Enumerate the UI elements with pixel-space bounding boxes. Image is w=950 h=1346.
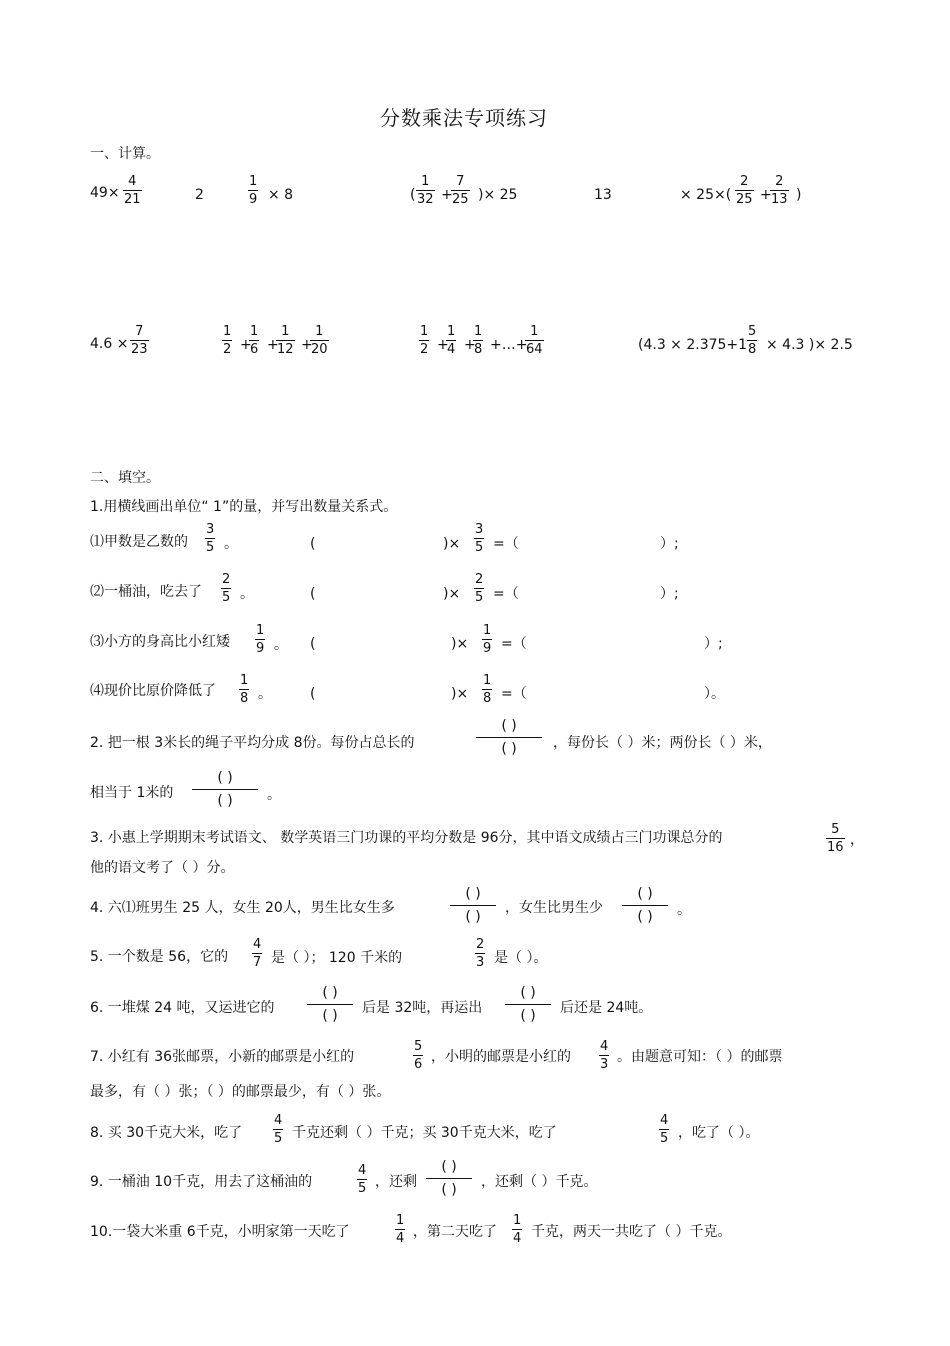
q2-text-c: 相当于 1米的 <box>90 785 174 801</box>
q6-text-b: 后是 32吨，再运出 <box>362 1000 483 1016</box>
q9-text-a: 9. 一桶油 10千克，用去了这桶油的 <box>90 1174 313 1190</box>
fraction: 4 3 <box>600 1039 609 1072</box>
left-paren: ( <box>310 636 316 652</box>
item-end: 。 <box>224 536 238 552</box>
q9-text-b: ，还剩 <box>375 1174 417 1190</box>
q10-text-c: 千克，两天一共吃了（ ）千克。 <box>531 1224 732 1240</box>
blank-fraction[interactable]: ( ) ( ) <box>450 887 496 924</box>
q2-text-a: 2. 把一根 3米长的绳子平均分成 8份。每份占总长的 <box>90 735 415 751</box>
section-heading-calc: 一、计算。 <box>90 146 160 162</box>
fraction: 5 8 <box>748 324 757 357</box>
q10-text-a: 10.一袋大米重 6千克，小明家第一天吃了 <box>90 1224 350 1240</box>
expr-text: 4.6 × <box>90 336 129 352</box>
item-label: ⑶小方的身高比小红矮 <box>90 634 230 650</box>
fraction: 1 4 <box>396 1213 405 1246</box>
fraction: 3 5 <box>475 522 484 555</box>
expr-text: + <box>240 337 252 353</box>
expr-text: + <box>441 187 453 203</box>
fraction: 5 6 <box>414 1039 423 1072</box>
expr-text: )× 25 <box>478 187 518 203</box>
close-paren: ）; <box>704 636 723 652</box>
fraction: 4 7 <box>253 937 262 970</box>
item-end: 。 <box>240 586 254 602</box>
right-paren-times: )× <box>451 686 469 702</box>
q5-text-b: 是（ ）； 120 千米的 <box>271 950 403 966</box>
close-paren: ）。 <box>704 686 725 702</box>
expr-text: 2 <box>195 187 204 203</box>
fraction: 5 16 <box>827 822 844 855</box>
fraction: 1 64 <box>526 324 543 357</box>
item-end: 。 <box>258 686 272 702</box>
fraction: 1 9 <box>483 623 492 656</box>
item-label: ⑷现价比原价降低了 <box>90 683 216 699</box>
right-paren-times: )× <box>451 636 469 652</box>
q7-text-b: ，小明的邮票是小红的 <box>431 1049 571 1065</box>
fraction: 7 25 <box>452 174 469 207</box>
fraction: 4 5 <box>358 1163 367 1196</box>
fraction: 1 20 <box>311 324 328 357</box>
fraction: 1 4 <box>513 1213 522 1246</box>
fraction: 1 32 <box>417 174 434 207</box>
expr-text: +…+ <box>490 337 528 353</box>
fraction: 4 5 <box>660 1113 669 1146</box>
q8-text-b: 千克还剩（ ）千克；买 30千克大米，吃了 <box>292 1125 557 1141</box>
q6-text-a: 6. 一堆煤 24 吨，又运进它的 <box>90 1000 275 1016</box>
fraction: 2 5 <box>475 572 484 605</box>
fraction: 1 8 <box>240 673 249 706</box>
fraction: 1 6 <box>250 324 259 357</box>
expr-text: × 25×( <box>680 187 732 203</box>
q5-text-c: 是（ ）。 <box>494 950 548 966</box>
question-1-text: 1.用横线画出单位“ 1”的量，并写出数量关系式。 <box>90 499 398 515</box>
expr-text: + <box>437 337 449 353</box>
right-paren-times: )× <box>443 586 461 602</box>
fraction: 2 25 <box>736 174 753 207</box>
expr-text: + <box>301 337 313 353</box>
expr-text: + <box>464 337 476 353</box>
blank-fraction[interactable]: ( ) ( ) <box>307 986 353 1023</box>
expr-text: (4.3 × 2.375+1 <box>638 337 748 353</box>
equals-paren: =（ <box>493 586 519 602</box>
fraction: 1 8 <box>483 673 492 706</box>
right-paren-times: )× <box>443 536 461 552</box>
blank-fraction[interactable]: ( ) ( ) <box>192 771 258 808</box>
fraction: 4 5 <box>274 1113 283 1146</box>
q8-text-a: 8. 买 30千克大米，吃了 <box>90 1125 243 1141</box>
item-label: ⑵一桶油，吃去了 <box>90 584 202 600</box>
q7-text-d: 最多，有（ ）张；（ ）的邮票最少，有（ ）张。 <box>90 1084 391 1100</box>
close-paren: ）; <box>660 586 679 602</box>
expr-text: 49× <box>90 185 120 201</box>
q6-text-c: 后还是 24吨。 <box>560 1000 653 1016</box>
expr-text: + <box>760 187 772 203</box>
blank-fraction[interactable]: ( ) ( ) <box>622 887 668 924</box>
expr-text: ( <box>410 187 416 203</box>
equals-paren: =（ <box>501 686 527 702</box>
fraction: 1 2 <box>223 324 232 357</box>
left-paren: ( <box>310 686 316 702</box>
q7-text-c: 。由题意可知：（ ）的邮票 <box>617 1049 783 1065</box>
expr-text: × 4.3 )× 2.5 <box>766 337 853 353</box>
blank-fraction[interactable]: ( ) ( ) <box>426 1160 472 1197</box>
expr-text: 13 <box>594 187 612 203</box>
fraction: 4 21 <box>124 174 141 207</box>
fraction: 2 5 <box>222 572 231 605</box>
page-title: 分数乘法专项练习 <box>380 106 548 130</box>
item-label: ⑴甲数是乙数的 <box>90 534 188 550</box>
q3-comma: ， <box>850 832 864 848</box>
expr-text: + <box>267 337 279 353</box>
left-paren: ( <box>310 536 316 552</box>
fraction: 1 8 <box>474 324 483 357</box>
section-heading-fill: 二、填空。 <box>90 470 160 486</box>
q9-text-c: ，还剩（ ）千克。 <box>481 1174 598 1190</box>
q4-text-a: 4. 六⑴班男生 25 人，女生 20人，男生比女生多 <box>90 900 395 916</box>
q3-text-a: 3. 小惠上学期期末考试语文、 数学英语三门功课的平均分数是 96分，其中语文成绩占三门功课总分的 <box>90 830 723 846</box>
expr-text: ) <box>796 187 802 203</box>
fraction: 1 9 <box>249 174 258 207</box>
fraction: 2 3 <box>476 937 485 970</box>
blank-fraction[interactable]: ( ) ( ) <box>476 719 542 756</box>
q2-text-d: 。 <box>267 787 281 803</box>
fraction: 1 12 <box>277 324 294 357</box>
equals-paren: =（ <box>493 536 519 552</box>
fraction: 2 13 <box>771 174 788 207</box>
item-end: 。 <box>274 637 288 653</box>
q5-text-a: 5. 一个数是 56，它的 <box>90 949 229 965</box>
left-paren: ( <box>310 586 316 602</box>
q10-text-b: ，第二天吃了 <box>413 1224 497 1240</box>
fraction: 7 23 <box>131 324 148 357</box>
q2-text-b: ，每份长（ ）米；两份长（ ）米， <box>553 735 772 751</box>
q8-text-c: ，吃了（ ）。 <box>678 1125 760 1141</box>
fraction: 1 2 <box>420 324 429 357</box>
equals-paren: =（ <box>501 636 527 652</box>
q7-text-a: 7. 小红有 36张邮票，小新的邮票是小红的 <box>90 1049 355 1065</box>
fraction: 3 5 <box>206 522 215 555</box>
fraction: 1 9 <box>256 623 265 656</box>
q4-text-c: 。 <box>677 902 691 918</box>
close-paren: ）; <box>660 536 679 552</box>
q3-text-b: 他的语文考了（ ）分。 <box>90 860 235 876</box>
fraction: 1 4 <box>447 324 456 357</box>
expr-text: × 8 <box>268 187 294 203</box>
blank-fraction[interactable]: ( ) ( ) <box>505 986 551 1023</box>
q4-text-b: ，女生比男生少 <box>505 900 603 916</box>
